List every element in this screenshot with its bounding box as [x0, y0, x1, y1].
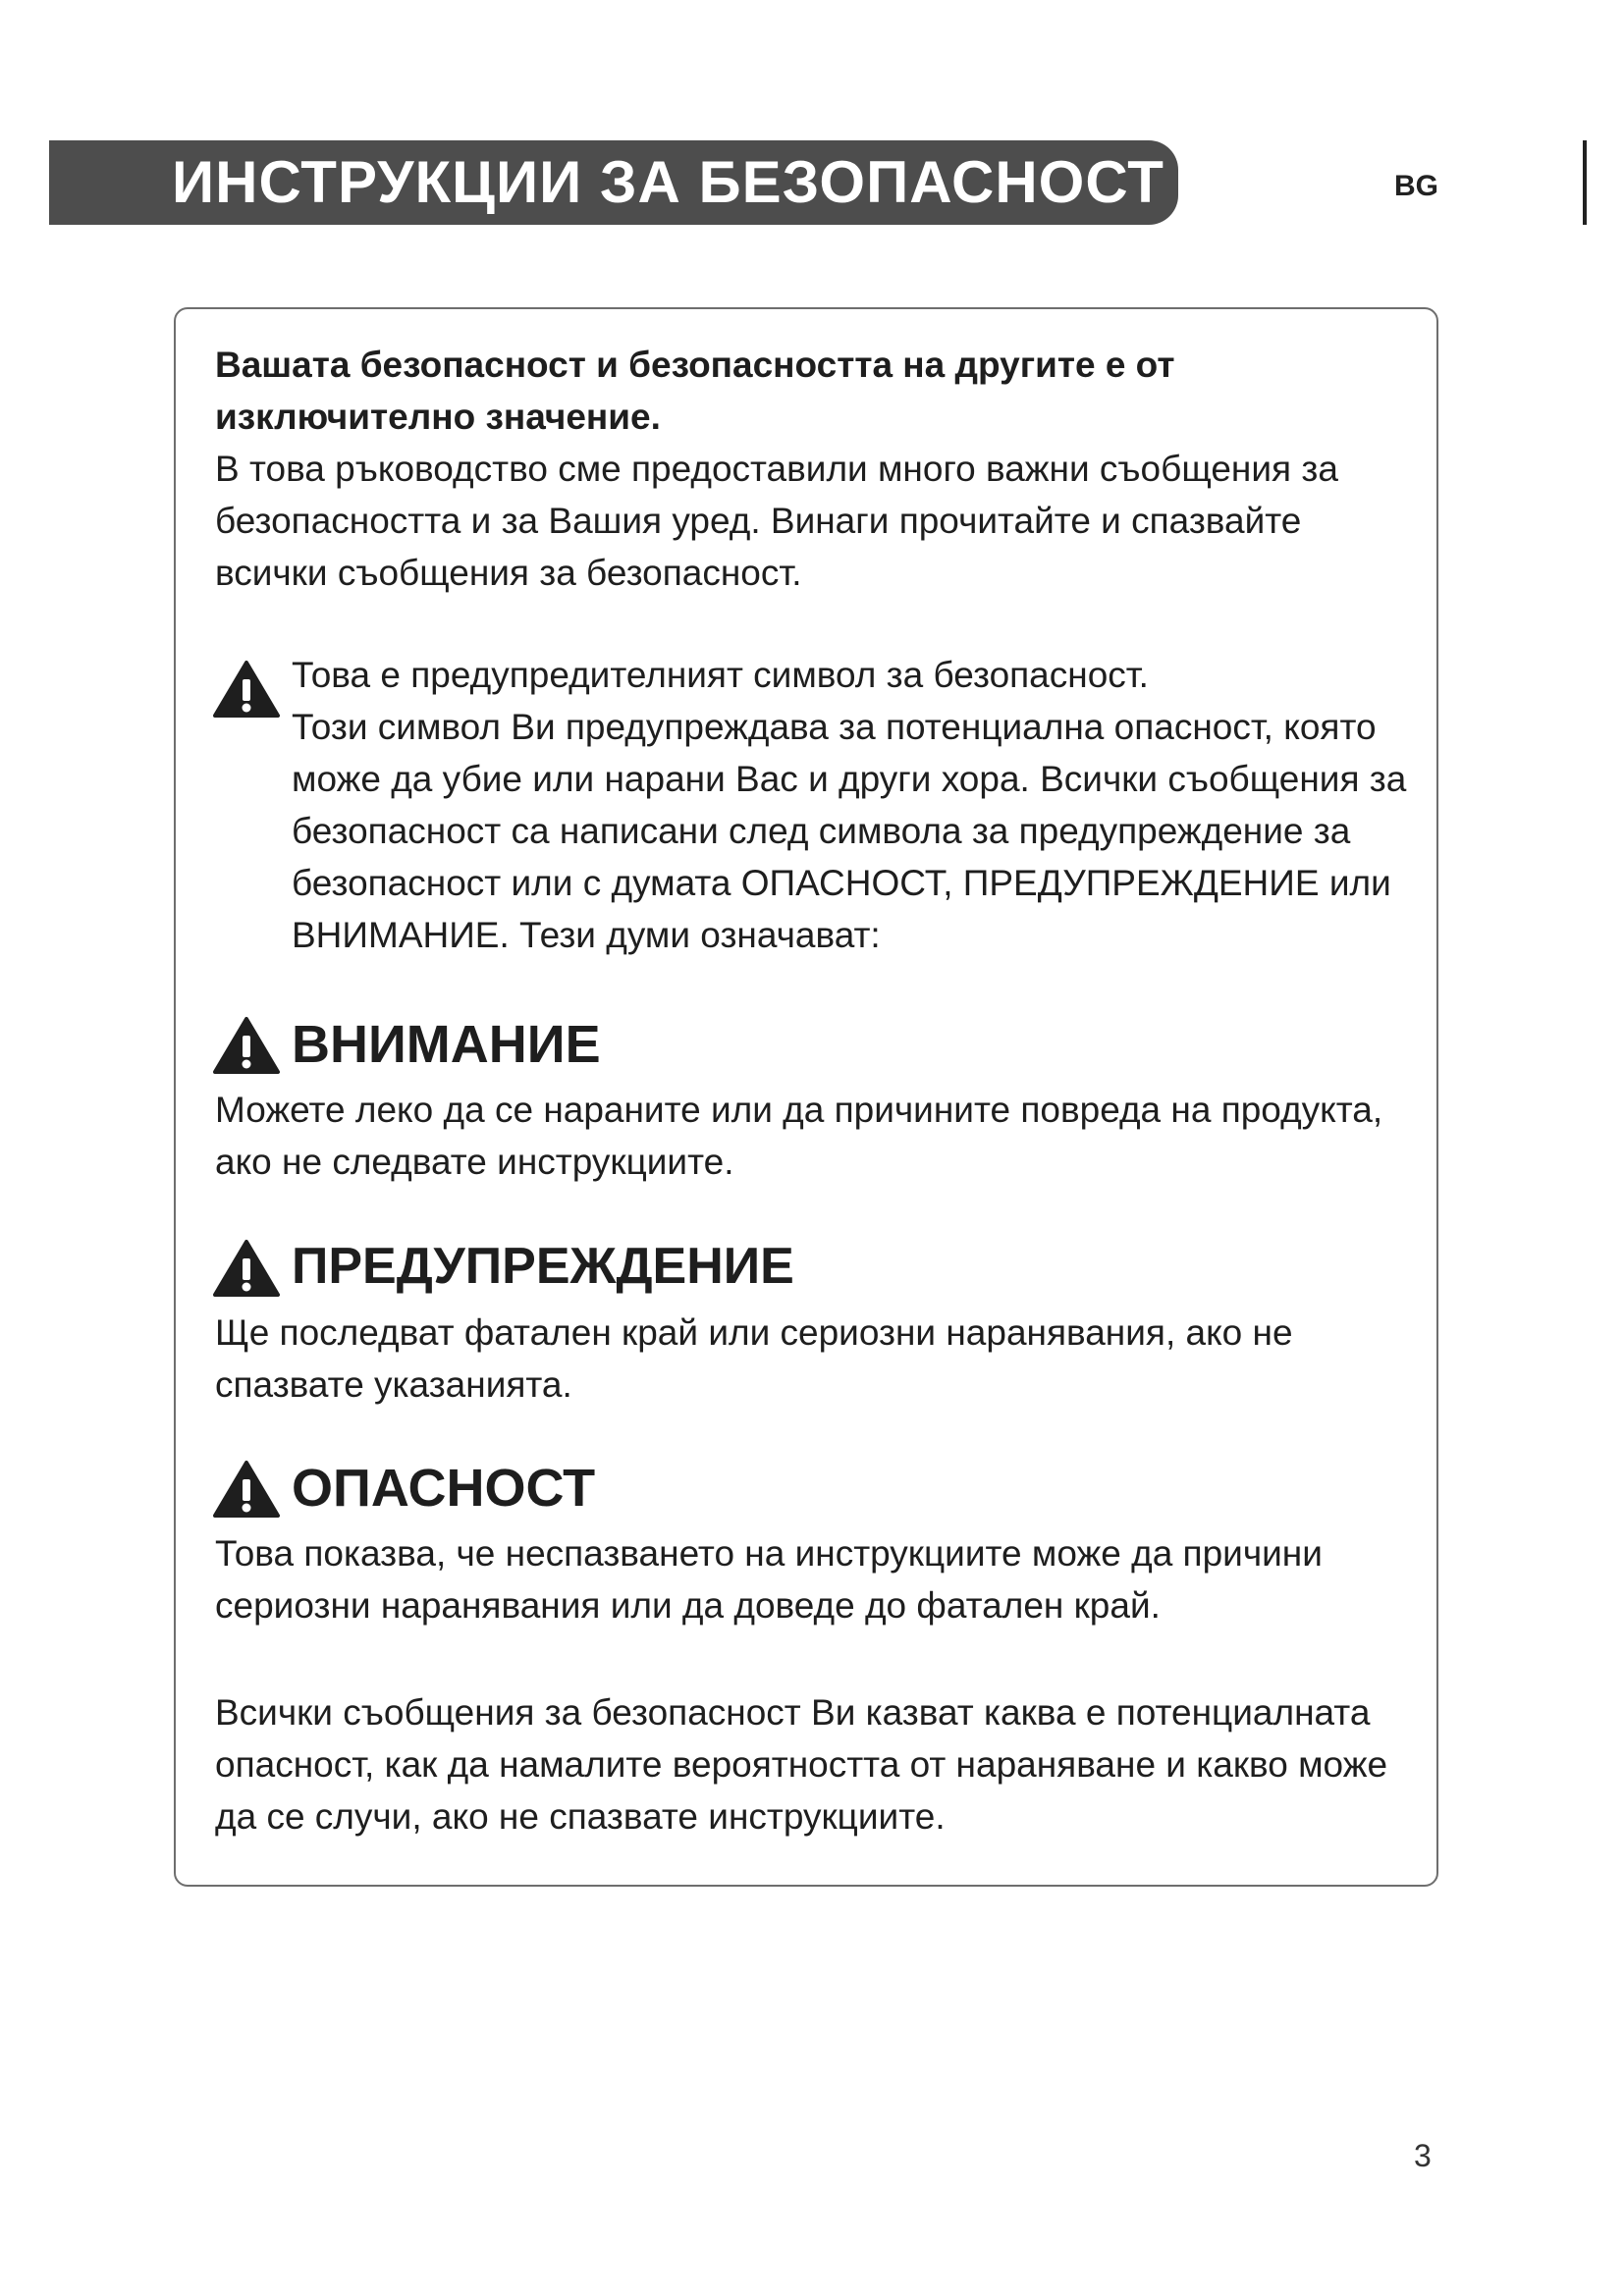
language-code: BG: [1394, 170, 1438, 202]
safety-box: [174, 307, 1438, 1887]
alert-symbol-text: Този символ Ви предупреждава за потенциална опасност, която може да убие или нарани Вас и други хора. Всички съобщения за безопасност са написани след символа за предупреждение за безопасност или с думата ОПАСНОСТ, ПРЕДУПРЕЖДЕНИЕ или ВНИМАНИЕ. Тези думи означават:: [292, 707, 1407, 955]
danger-warning-icon: [213, 1460, 280, 1519]
intro-text: В това ръководство сме предоставили много важни съобщения за безопасността и за Вашия уред. Винаги прочитайте и спазвайте всички съобщения за безопасност.: [215, 449, 1338, 593]
danger-text: Това показва, че неспазването на инструкциите може да причини сериозни наранявания или да доведе до фатален край.: [215, 1533, 1323, 1626]
edge-divider: [1583, 140, 1587, 225]
warning-text: Ще последват фатален край или сериозни наранявания, ако не спазвате указанията.: [215, 1312, 1293, 1405]
danger-heading: ОПАСНОСТ: [292, 1459, 596, 1518]
caution-text: Можете леко да се нараните или да причините повреда на продукта, ако не следвате инструкциите.: [215, 1090, 1383, 1182]
intro-bold-text: Вашата безопасност и безопасността на другите е от изключително значение.: [215, 345, 1175, 437]
page-title: ИНСТРУКЦИИ ЗА БЕЗОПАСНОСТ: [172, 149, 1164, 215]
closing-text: Всички съобщения за безопасност Ви казват каква е потенциалната опасност, как да намалите вероятността от нараняване и какво може да се случи, ако не спазвате инструкциите.: [215, 1692, 1388, 1837]
warning-warning-icon: [213, 1239, 280, 1298]
caution-heading: ВНИМАНИЕ: [292, 1015, 601, 1074]
caution-warning-icon: [213, 1016, 280, 1075]
title-bar: [49, 140, 1178, 225]
alert-symbol-line: Това е предупредителният символ за безопасност.: [292, 655, 1149, 695]
page-number: 3: [1414, 2138, 1432, 2173]
warning-heading: ПРЕДУПРЕЖДЕНИЕ: [292, 1238, 794, 1295]
warning-triangle-icon: [213, 660, 280, 719]
